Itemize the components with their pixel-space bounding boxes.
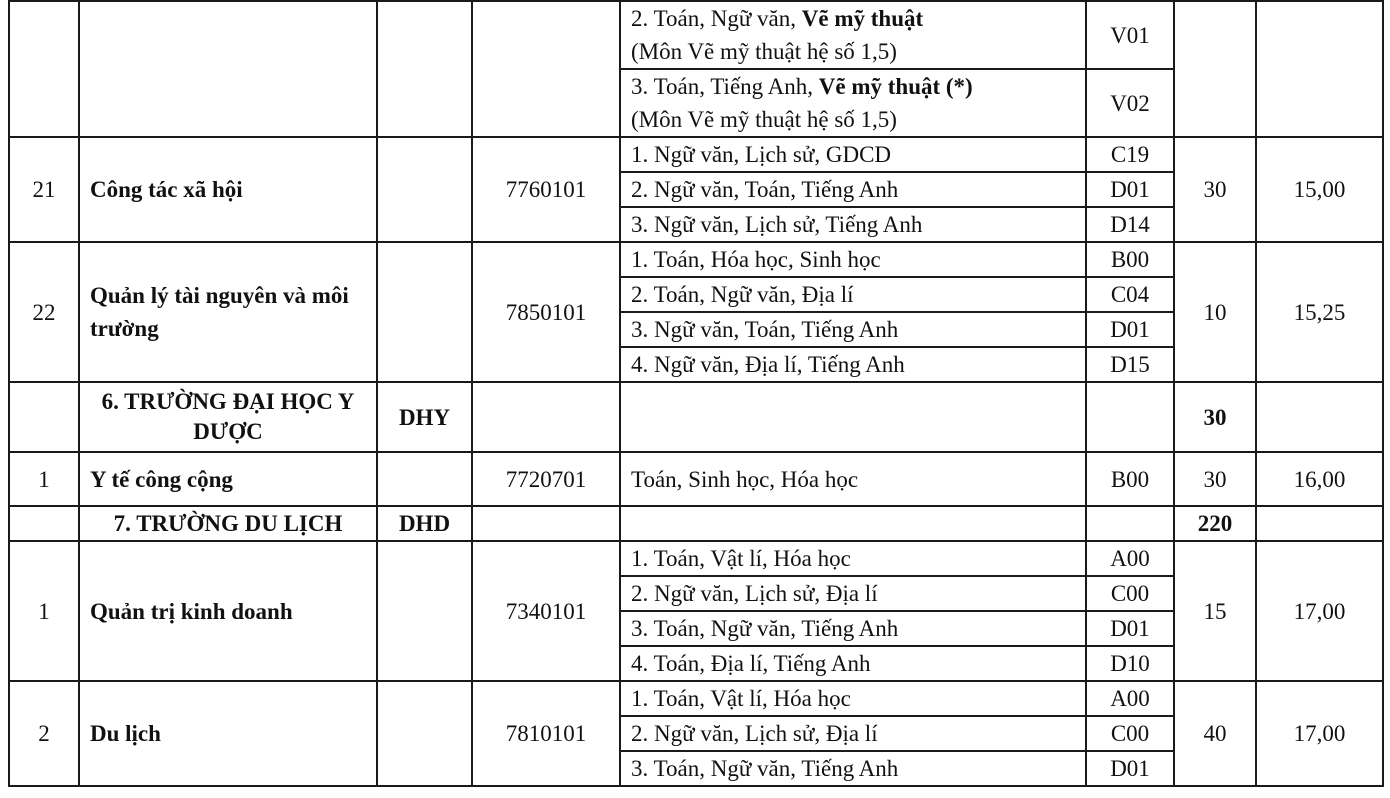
combo-code: V01 — [1086, 1, 1174, 69]
major-name-cell: Công tác xã hội — [79, 137, 377, 242]
major-code-cell: 7850101 — [472, 242, 620, 382]
score-cell: 17,00 — [1256, 681, 1383, 786]
subject-cell — [620, 69, 1086, 137]
quota-cell: 30 — [1174, 137, 1256, 242]
subject-text: 3. Toán, Tiếng Anh, — [631, 74, 819, 99]
school-code-cell — [377, 541, 472, 681]
major-code-cell — [472, 1, 620, 137]
combo-code: D01 — [1086, 611, 1174, 646]
subject-cell: 1. Ngữ văn, Lịch sử, GDCD — [620, 137, 1086, 172]
major-name-cell — [79, 1, 377, 137]
subject-cell: 3. Toán, Ngữ văn, Tiếng Anh — [620, 751, 1086, 786]
combo-code: B00 — [1086, 452, 1174, 506]
school-code-cell — [377, 242, 472, 382]
stt-cell: 22 — [9, 242, 79, 382]
subject-cell — [620, 506, 1086, 541]
score-cell: 17,00 — [1256, 541, 1383, 681]
combo-code: D15 — [1086, 347, 1174, 382]
subject-cell: 3. Ngữ văn, Lịch sử, Tiếng Anh — [620, 207, 1086, 242]
admission-table — [8, 0, 1384, 787]
subject-cell: 2. Ngữ văn, Lịch sử, Địa lí — [620, 716, 1086, 751]
school-code-cell — [377, 1, 472, 137]
subject-cell — [620, 1, 1086, 69]
major-name-cell: Y tế công cộng — [79, 452, 377, 506]
table-row — [9, 541, 1383, 576]
major-code-cell: 7340101 — [472, 541, 620, 681]
subject-cell: 4. Ngữ văn, Địa lí, Tiếng Anh — [620, 347, 1086, 382]
quota-cell: 220 — [1174, 506, 1256, 541]
stt-cell: 2 — [9, 681, 79, 786]
major-name-cell: Du lịch — [79, 681, 377, 786]
quota-cell: 40 — [1174, 681, 1256, 786]
major-code-cell — [472, 506, 620, 541]
combo-code — [1086, 382, 1174, 452]
combo-code: D01 — [1086, 312, 1174, 347]
table-row — [9, 242, 1383, 277]
section-title: 6. TRƯỜNG ĐẠI HỌC Y DƯỢC — [79, 382, 377, 452]
subject-cell: 2. Toán, Ngữ văn, Địa lí — [620, 277, 1086, 312]
subject-cell — [620, 382, 1086, 452]
subject-cell: 1. Toán, Vật lí, Hóa học — [620, 681, 1086, 716]
subject-note: (Môn Vẽ mỹ thuật hệ số 1,5) — [631, 39, 897, 64]
stt-cell: 1 — [9, 541, 79, 681]
subject-cell: 2. Ngữ văn, Toán, Tiếng Anh — [620, 172, 1086, 207]
combo-code: C00 — [1086, 576, 1174, 611]
score-cell — [1256, 382, 1383, 452]
subject-bold: Vẽ mỹ thuật — [801, 6, 924, 31]
stt-cell: 21 — [9, 137, 79, 242]
section-row — [9, 382, 1383, 452]
major-name-cell: Quản lý tài nguyên và môi trường — [79, 242, 377, 382]
subject-cell: 1. Toán, Hóa học, Sinh học — [620, 242, 1086, 277]
major-name-cell: Quản trị kinh doanh — [79, 541, 377, 681]
quota-cell: 10 — [1174, 242, 1256, 382]
school-code-cell: DHY — [377, 382, 472, 452]
combo-code: C19 — [1086, 137, 1174, 172]
stt-cell — [9, 382, 79, 452]
major-code-cell: 7720701 — [472, 452, 620, 506]
major-code-cell — [472, 382, 620, 452]
subject-cell: 2. Ngữ văn, Lịch sử, Địa lí — [620, 576, 1086, 611]
stt-cell — [9, 1, 79, 137]
stt-cell: 1 — [9, 452, 79, 506]
score-cell: 15,25 — [1256, 242, 1383, 382]
subject-bold: Vẽ mỹ thuật (*) — [818, 74, 973, 99]
school-code-cell — [377, 681, 472, 786]
quota-cell: 30 — [1174, 382, 1256, 452]
subject-text: 2. Toán, Ngữ văn, — [631, 6, 802, 31]
subject-cell: 3. Toán, Ngữ văn, Tiếng Anh — [620, 611, 1086, 646]
table-row — [9, 681, 1383, 716]
score-cell: 15,00 — [1256, 137, 1383, 242]
score-cell: 16,00 — [1256, 452, 1383, 506]
subject-cell: 1. Toán, Vật lí, Hóa học — [620, 541, 1086, 576]
combo-code: B00 — [1086, 242, 1174, 277]
section-row — [9, 506, 1383, 541]
school-code-cell: DHD — [377, 506, 472, 541]
section-title: 7. TRƯỜNG DU LỊCH — [79, 506, 377, 541]
quota-cell: 15 — [1174, 541, 1256, 681]
stt-cell — [9, 506, 79, 541]
score-cell — [1256, 506, 1383, 541]
combo-code — [1086, 506, 1174, 541]
school-code-cell — [377, 137, 472, 242]
combo-code: A00 — [1086, 681, 1174, 716]
combo-code: A00 — [1086, 541, 1174, 576]
combo-code: D01 — [1086, 751, 1174, 786]
subject-note: (Môn Vẽ mỹ thuật hệ số 1,5) — [631, 107, 897, 132]
table-row — [9, 137, 1383, 172]
quota-cell — [1174, 1, 1256, 137]
school-code-cell — [377, 452, 472, 506]
table-row — [9, 1, 1383, 69]
combo-code: D01 — [1086, 172, 1174, 207]
score-cell — [1256, 1, 1383, 137]
combo-code: D14 — [1086, 207, 1174, 242]
combo-code: D10 — [1086, 646, 1174, 681]
quota-cell: 30 — [1174, 452, 1256, 506]
subject-cell: Toán, Sinh học, Hóa học — [620, 452, 1086, 506]
subject-cell: 4. Toán, Địa lí, Tiếng Anh — [620, 646, 1086, 681]
combo-code: C04 — [1086, 277, 1174, 312]
major-code-cell: 7760101 — [472, 137, 620, 242]
subject-cell: 3. Ngữ văn, Toán, Tiếng Anh — [620, 312, 1086, 347]
table-row — [9, 452, 1383, 506]
combo-code: C00 — [1086, 716, 1174, 751]
major-code-cell: 7810101 — [472, 681, 620, 786]
combo-code: V02 — [1086, 69, 1174, 137]
